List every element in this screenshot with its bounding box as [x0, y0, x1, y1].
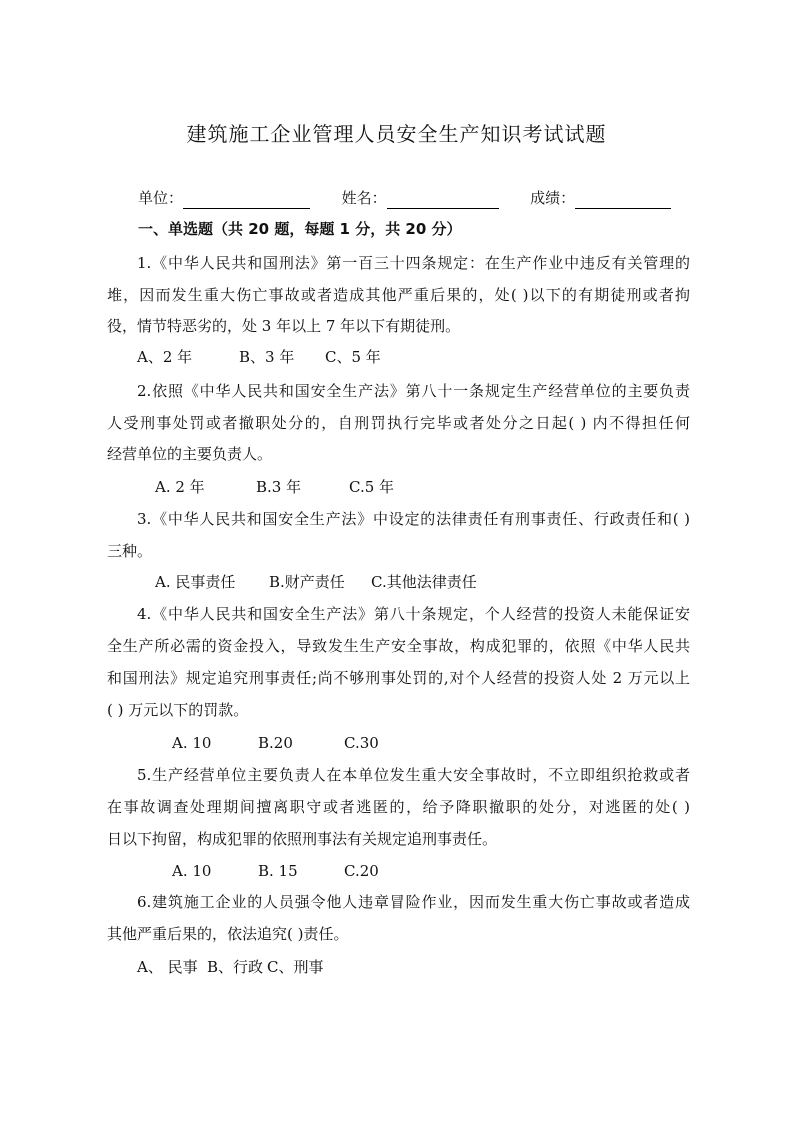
page-title: 建筑施工企业管理人员安全生产知识考试试题 — [186, 122, 607, 146]
option[interactable]: C.20 — [344, 862, 379, 880]
option[interactable]: B、行政 — [207, 958, 264, 976]
question-line: 经营单位的主要负责人。 — [107, 445, 273, 463]
unit-label: 单位： — [138, 189, 184, 207]
question-line: 堆，因而发生重大伤亡事故或者造成其他严重后果的，处( )以下的有期徒刑或者拘 — [107, 286, 690, 304]
options-row — [172, 860, 379, 882]
option[interactable]: B.20 — [258, 734, 293, 752]
question-line: 全生产所必需的资金投入，导致发生生产安全事故，构成犯罪的，依照《中华人民共 — [107, 637, 690, 655]
question-line: 2.依照《中华人民共和国安全生产法》第八十一条规定生产经营单位的主要负责 — [137, 382, 690, 400]
question-line: 3.《中华人民共和国安全生产法》中设定的法律责任有刑事责任、行政责任和( ) — [137, 510, 690, 528]
option[interactable]: B.财产责任 — [269, 573, 345, 591]
header-fields — [138, 187, 671, 209]
question-line: ( ) 万元以下的罚款。 — [107, 701, 249, 719]
question-line: 日以下拘留，构成犯罪的依照刑事法有关规定追刑事责任。 — [107, 830, 498, 848]
option[interactable]: A、 民事 — [137, 958, 198, 976]
options-row — [155, 476, 394, 498]
options-row — [137, 956, 323, 978]
question-line: 在事故调查处理期间擅离职守或者逃匿的，给予降职撤职的处分，对逃匿的处( ) — [107, 798, 690, 816]
option[interactable]: B、3 年 — [239, 348, 295, 366]
question-line: 6.建筑施工企业的人员强令他人违章冒险作业，因而发生重大伤亡事故或者造成 — [137, 893, 690, 911]
question-line: 役，情节特恶劣的，处 3 年以上 7 年以下有期徒刑。 — [107, 317, 461, 335]
options-row — [172, 732, 379, 754]
score-label: 成绩： — [530, 189, 576, 207]
options-row — [155, 571, 477, 593]
question-line: 4.《中华人民共和国安全生产法》第八十条规定，个人经营的投资人未能保证安 — [137, 605, 690, 623]
section-heading: 一、单选题（共 20 题，每题 1 分，共 20 分） — [138, 220, 462, 238]
name-label: 姓名： — [341, 189, 387, 207]
option[interactable]: A. 10 — [172, 734, 212, 752]
question-line: 1.《中华人民共和国刑法》第一百三十四条规定：在生产作业中违反有关管理的 — [137, 254, 690, 272]
question-line: 三种。 — [107, 542, 153, 560]
option[interactable]: C.5 年 — [349, 478, 395, 496]
option[interactable]: B.3 年 — [256, 478, 302, 496]
name-field[interactable] — [387, 192, 499, 209]
question-line: 其他严重后果的，依法追究( )责任。 — [107, 925, 349, 943]
option[interactable]: A、2 年 — [137, 348, 193, 366]
question-line: 和国刑法》规定追究刑事责任;尚不够刑事处罚的,对个人经营的投资人处 2 万元以上 — [107, 669, 690, 687]
unit-field[interactable] — [183, 192, 310, 209]
option[interactable]: B. 15 — [258, 862, 298, 880]
option[interactable]: A. 10 — [172, 862, 212, 880]
option[interactable]: A. 2 年 — [155, 478, 205, 496]
option[interactable]: C.其他法律责任 — [371, 573, 477, 591]
option[interactable]: A. 民事责任 — [155, 573, 236, 591]
question-line: 人受刑事处罚或者撤职处分的，自刑罚执行完毕或者处分之日起( ) 内不得担任何 — [107, 414, 690, 432]
option[interactable]: C.30 — [344, 734, 379, 752]
score-field[interactable] — [575, 192, 671, 209]
option[interactable]: C、5 年 — [325, 348, 381, 366]
option[interactable]: C、刑事 — [267, 958, 324, 976]
question-line: 5.生产经营单位主要负责人在本单位发生重大安全事故时，不立即组织抢救或者 — [137, 766, 690, 784]
options-row — [137, 346, 381, 368]
